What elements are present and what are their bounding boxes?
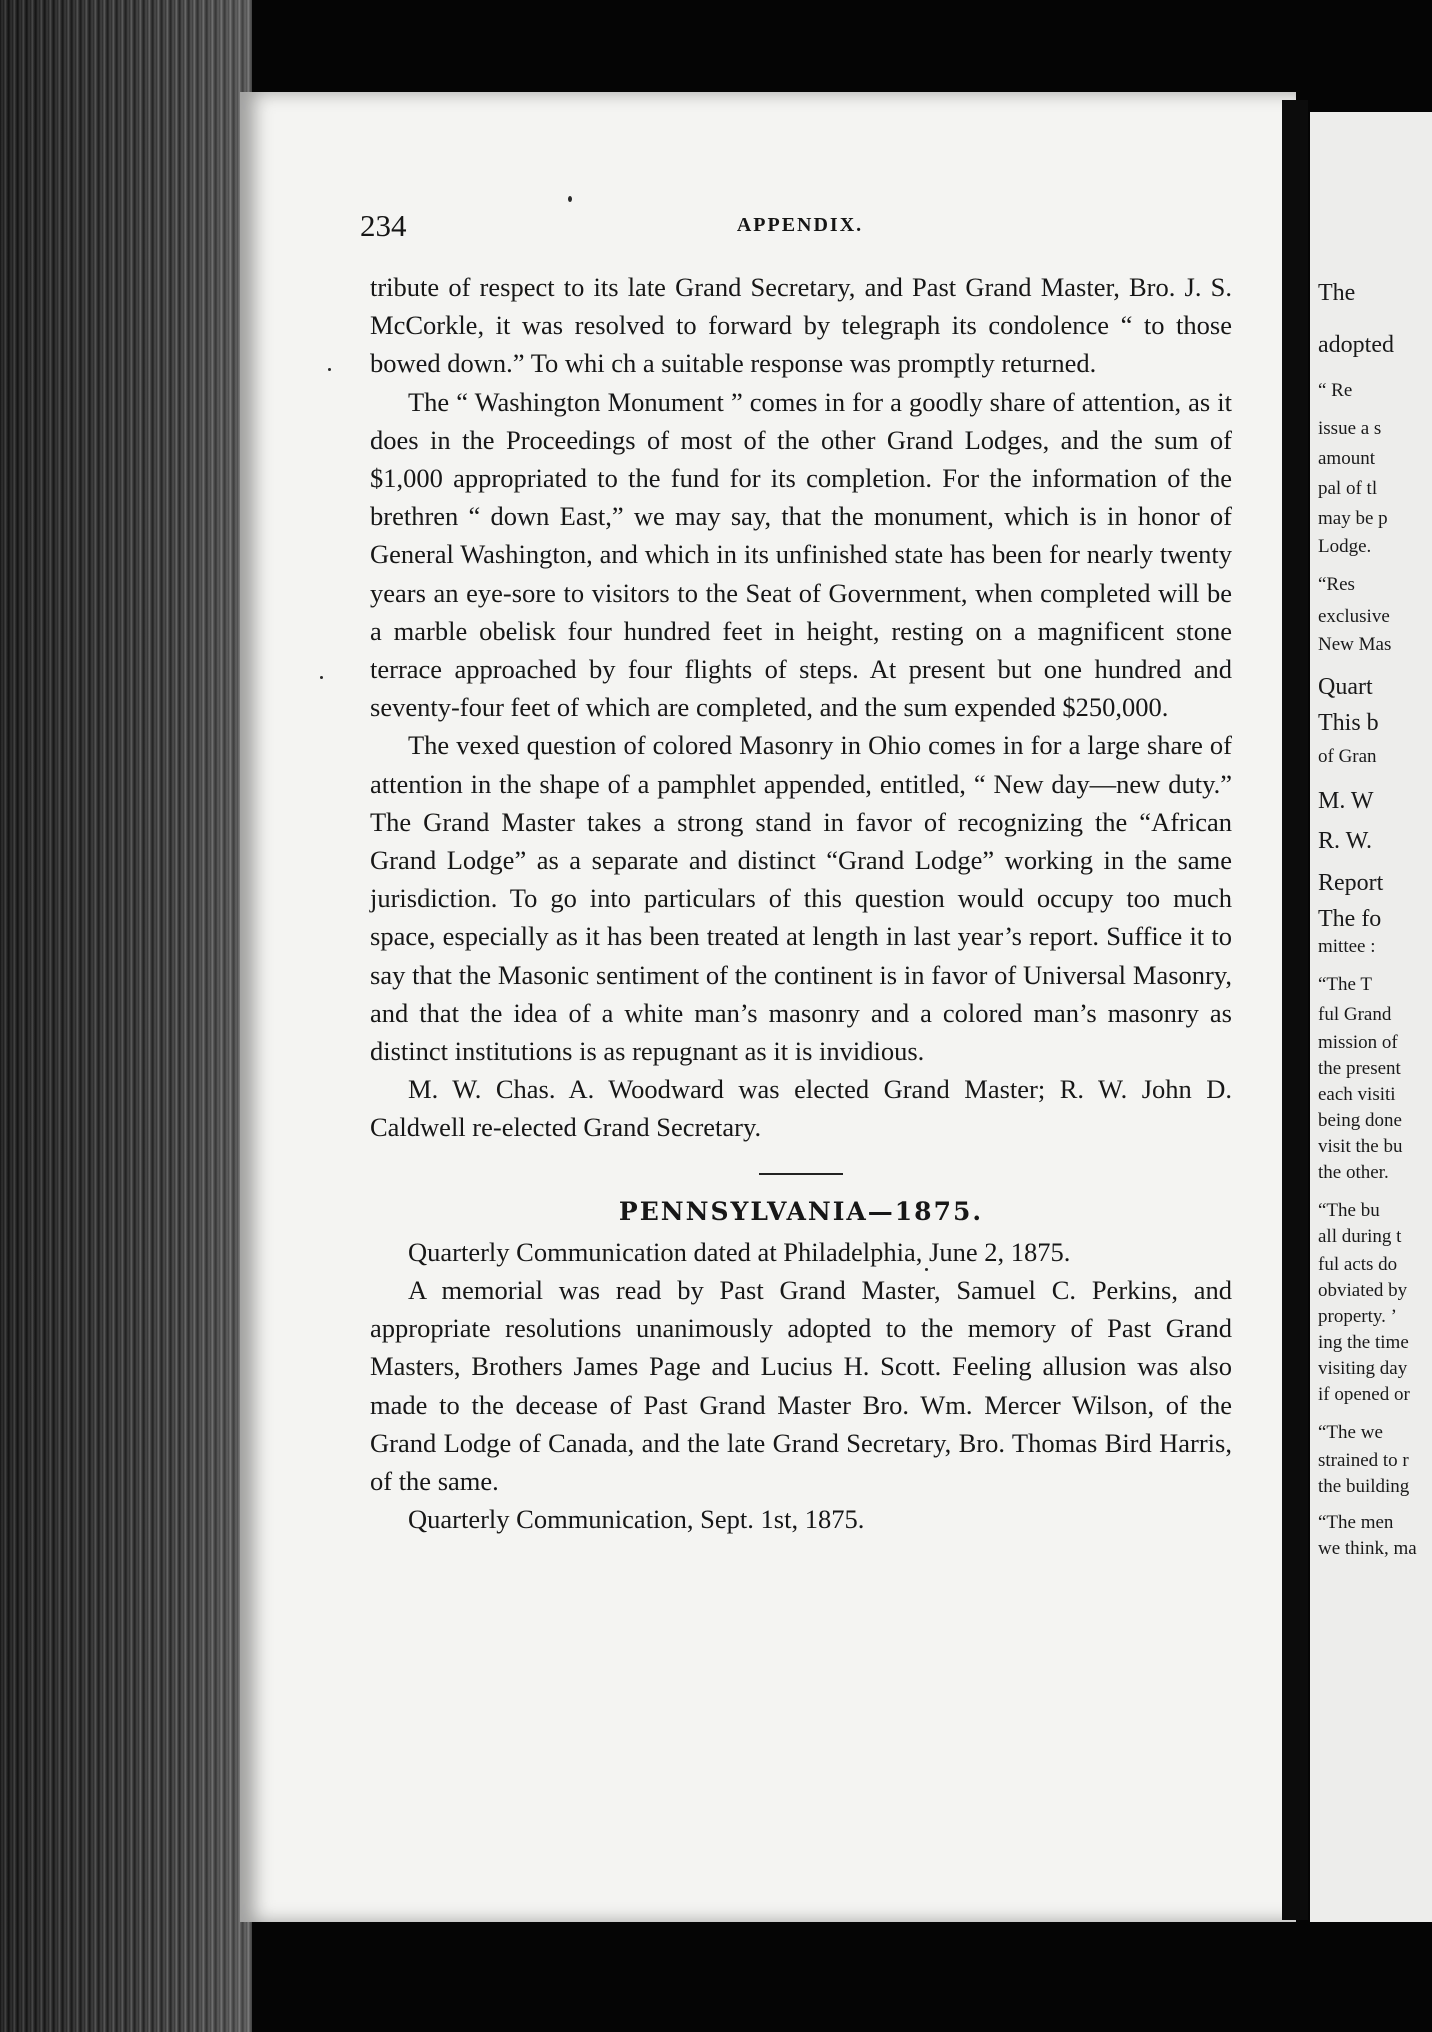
facing-page-line: visit the bu	[1318, 1136, 1403, 1157]
facing-page-line: of Gran	[1318, 746, 1377, 767]
paragraph: The vexed question of colored Masonry in Ohio comes in for a large share of attention in the shape of a pamphlet appended, entitled, “ New day—new duty.” The Grand Master takes a strong stand in favor of recognizing the “African Grand Lodge” as a separate and distinct “Grand Lodge” working in the same jurisdiction. To go into particulars of this question would occupy too much space, especially as it has been treated at length in last year’s report. Suffice it to say that the Masonic sentiment of the continent is in favor of Universal Masonry, and that the idea of a white man’s masonry and a colored man’s masonry as distinct institutions is as repugnant as it is invidious.	[370, 730, 1232, 1067]
print-speck	[320, 676, 323, 679]
book-page-edges	[0, 0, 252, 2032]
facing-page-line: This b	[1318, 710, 1379, 736]
facing-page-line: Report	[1318, 870, 1384, 896]
section-paragraphs	[370, 1233, 1232, 1539]
facing-page-line: pal of tl	[1318, 478, 1378, 499]
page-body	[370, 268, 1232, 1539]
facing-page-line: “The T	[1318, 974, 1372, 995]
facing-page-line: all during t	[1318, 1226, 1402, 1247]
facing-page-line: ing the time	[1318, 1332, 1409, 1353]
paragraph: Quarterly Communication dated at Philadelphia, June 2, 1875.	[408, 1236, 1071, 1267]
facing-page-line: we think, ma	[1318, 1538, 1417, 1559]
facing-page-line: M. W	[1318, 788, 1374, 814]
facing-page-line: the present	[1318, 1058, 1401, 1079]
page-header	[360, 208, 1240, 252]
facing-page-line: visiting day	[1318, 1358, 1408, 1379]
paragraph: Quarterly Communication, Sept. 1st, 1875.	[408, 1504, 865, 1535]
facing-page	[1310, 112, 1432, 1922]
book-gutter	[1282, 100, 1308, 1920]
facing-page-line: Quart	[1318, 674, 1373, 700]
running-head: APPENDIX.	[736, 214, 864, 236]
facing-page-line: “The we	[1318, 1422, 1383, 1443]
facing-page-line: mittee :	[1318, 936, 1376, 957]
section-divider	[759, 1173, 843, 1175]
facing-page-line: being done	[1318, 1110, 1402, 1131]
facing-page-line: Lodge.	[1318, 536, 1372, 557]
facing-page-line: obviated by	[1318, 1280, 1408, 1301]
paragraph: M. W. Chas. A. Woodward was elected Grand Master; R. W. John D. Caldwell re-elected Grand Secretary.	[370, 1074, 1232, 1143]
print-speck	[328, 368, 331, 371]
body-paragraphs	[370, 268, 1232, 1147]
facing-page-line: mission of	[1318, 1032, 1398, 1053]
paragraph: The “ Washington Monument ” comes in for a goodly share of attention, as it does in the Proceedings of most of the other Grand Lodges, and the sum of $1,000 appropriated to the fund for its completion. For the information of the brethren “ down East,” we may say, that the monument, which is in honor of General Washington, and which in its unfinished state has been for nearly twenty years an eye-sore to visitors to the Seat of Government, when completed will be a marble obelisk four hundred feet in height, resting on a magnificent stone terrace approached by four flights of steps. At present but one hundred and seventy-four feet of which are completed, and the sum expended $250,000.	[370, 386, 1232, 723]
facing-page-line: New Mas	[1318, 634, 1392, 655]
facing-page-line: issue a s	[1318, 418, 1382, 439]
facing-page-line: exclusive	[1318, 606, 1390, 627]
facing-page-line: “ Re	[1318, 380, 1353, 401]
facing-page-line: each visiti	[1318, 1084, 1396, 1105]
facing-page-line: ful acts do	[1318, 1254, 1398, 1275]
facing-page-line: “The men	[1318, 1512, 1394, 1533]
page-number: 234	[360, 208, 407, 243]
facing-page-line: “Res	[1318, 574, 1355, 595]
facing-page-line: the other.	[1318, 1162, 1389, 1183]
facing-page-line: strained to r	[1318, 1450, 1409, 1471]
section-heading: PENNSYLVANIA—1875.	[618, 1196, 984, 1226]
facing-page-line: if opened or	[1318, 1384, 1410, 1405]
facing-page-line: R. W.	[1318, 828, 1373, 854]
facing-page-line: may be p	[1318, 508, 1388, 529]
facing-page-line: property. ’	[1318, 1306, 1397, 1327]
print-speck	[568, 196, 572, 202]
paragraph: A memorial was read by Past Grand Master, Samuel C. Perkins, and appropriate resolutions unanimously adopted to the memory of Past Grand Masters, Brothers James Page and Lucius H. Scott. Feeling allusion was also made to the decease of Past Grand Master Bro. Wm. Mercer Wilson, of the Grand Lodge of Canada, and the late Grand Secretary, Bro. Thomas Bird Harris, of the same.	[370, 1275, 1232, 1497]
print-speck	[925, 1268, 928, 1271]
paragraph: tribute of respect to its late Grand Secretary, and Past Grand Master, Bro. J. S. McCorkle, it was resolved to forward by telegraph its condolence “ to those bowed down.” To whi ch a suitable response was promptly returned.	[370, 272, 1232, 379]
facing-page-line: “The bu	[1318, 1200, 1380, 1221]
facing-page-line: amount	[1318, 448, 1375, 469]
facing-page-line: The	[1318, 280, 1356, 306]
facing-page-line: adopted	[1318, 332, 1394, 358]
facing-page-line: the building	[1318, 1476, 1410, 1497]
facing-page-line: The fo	[1318, 906, 1382, 932]
facing-page-line: ful Grand	[1318, 1004, 1392, 1025]
